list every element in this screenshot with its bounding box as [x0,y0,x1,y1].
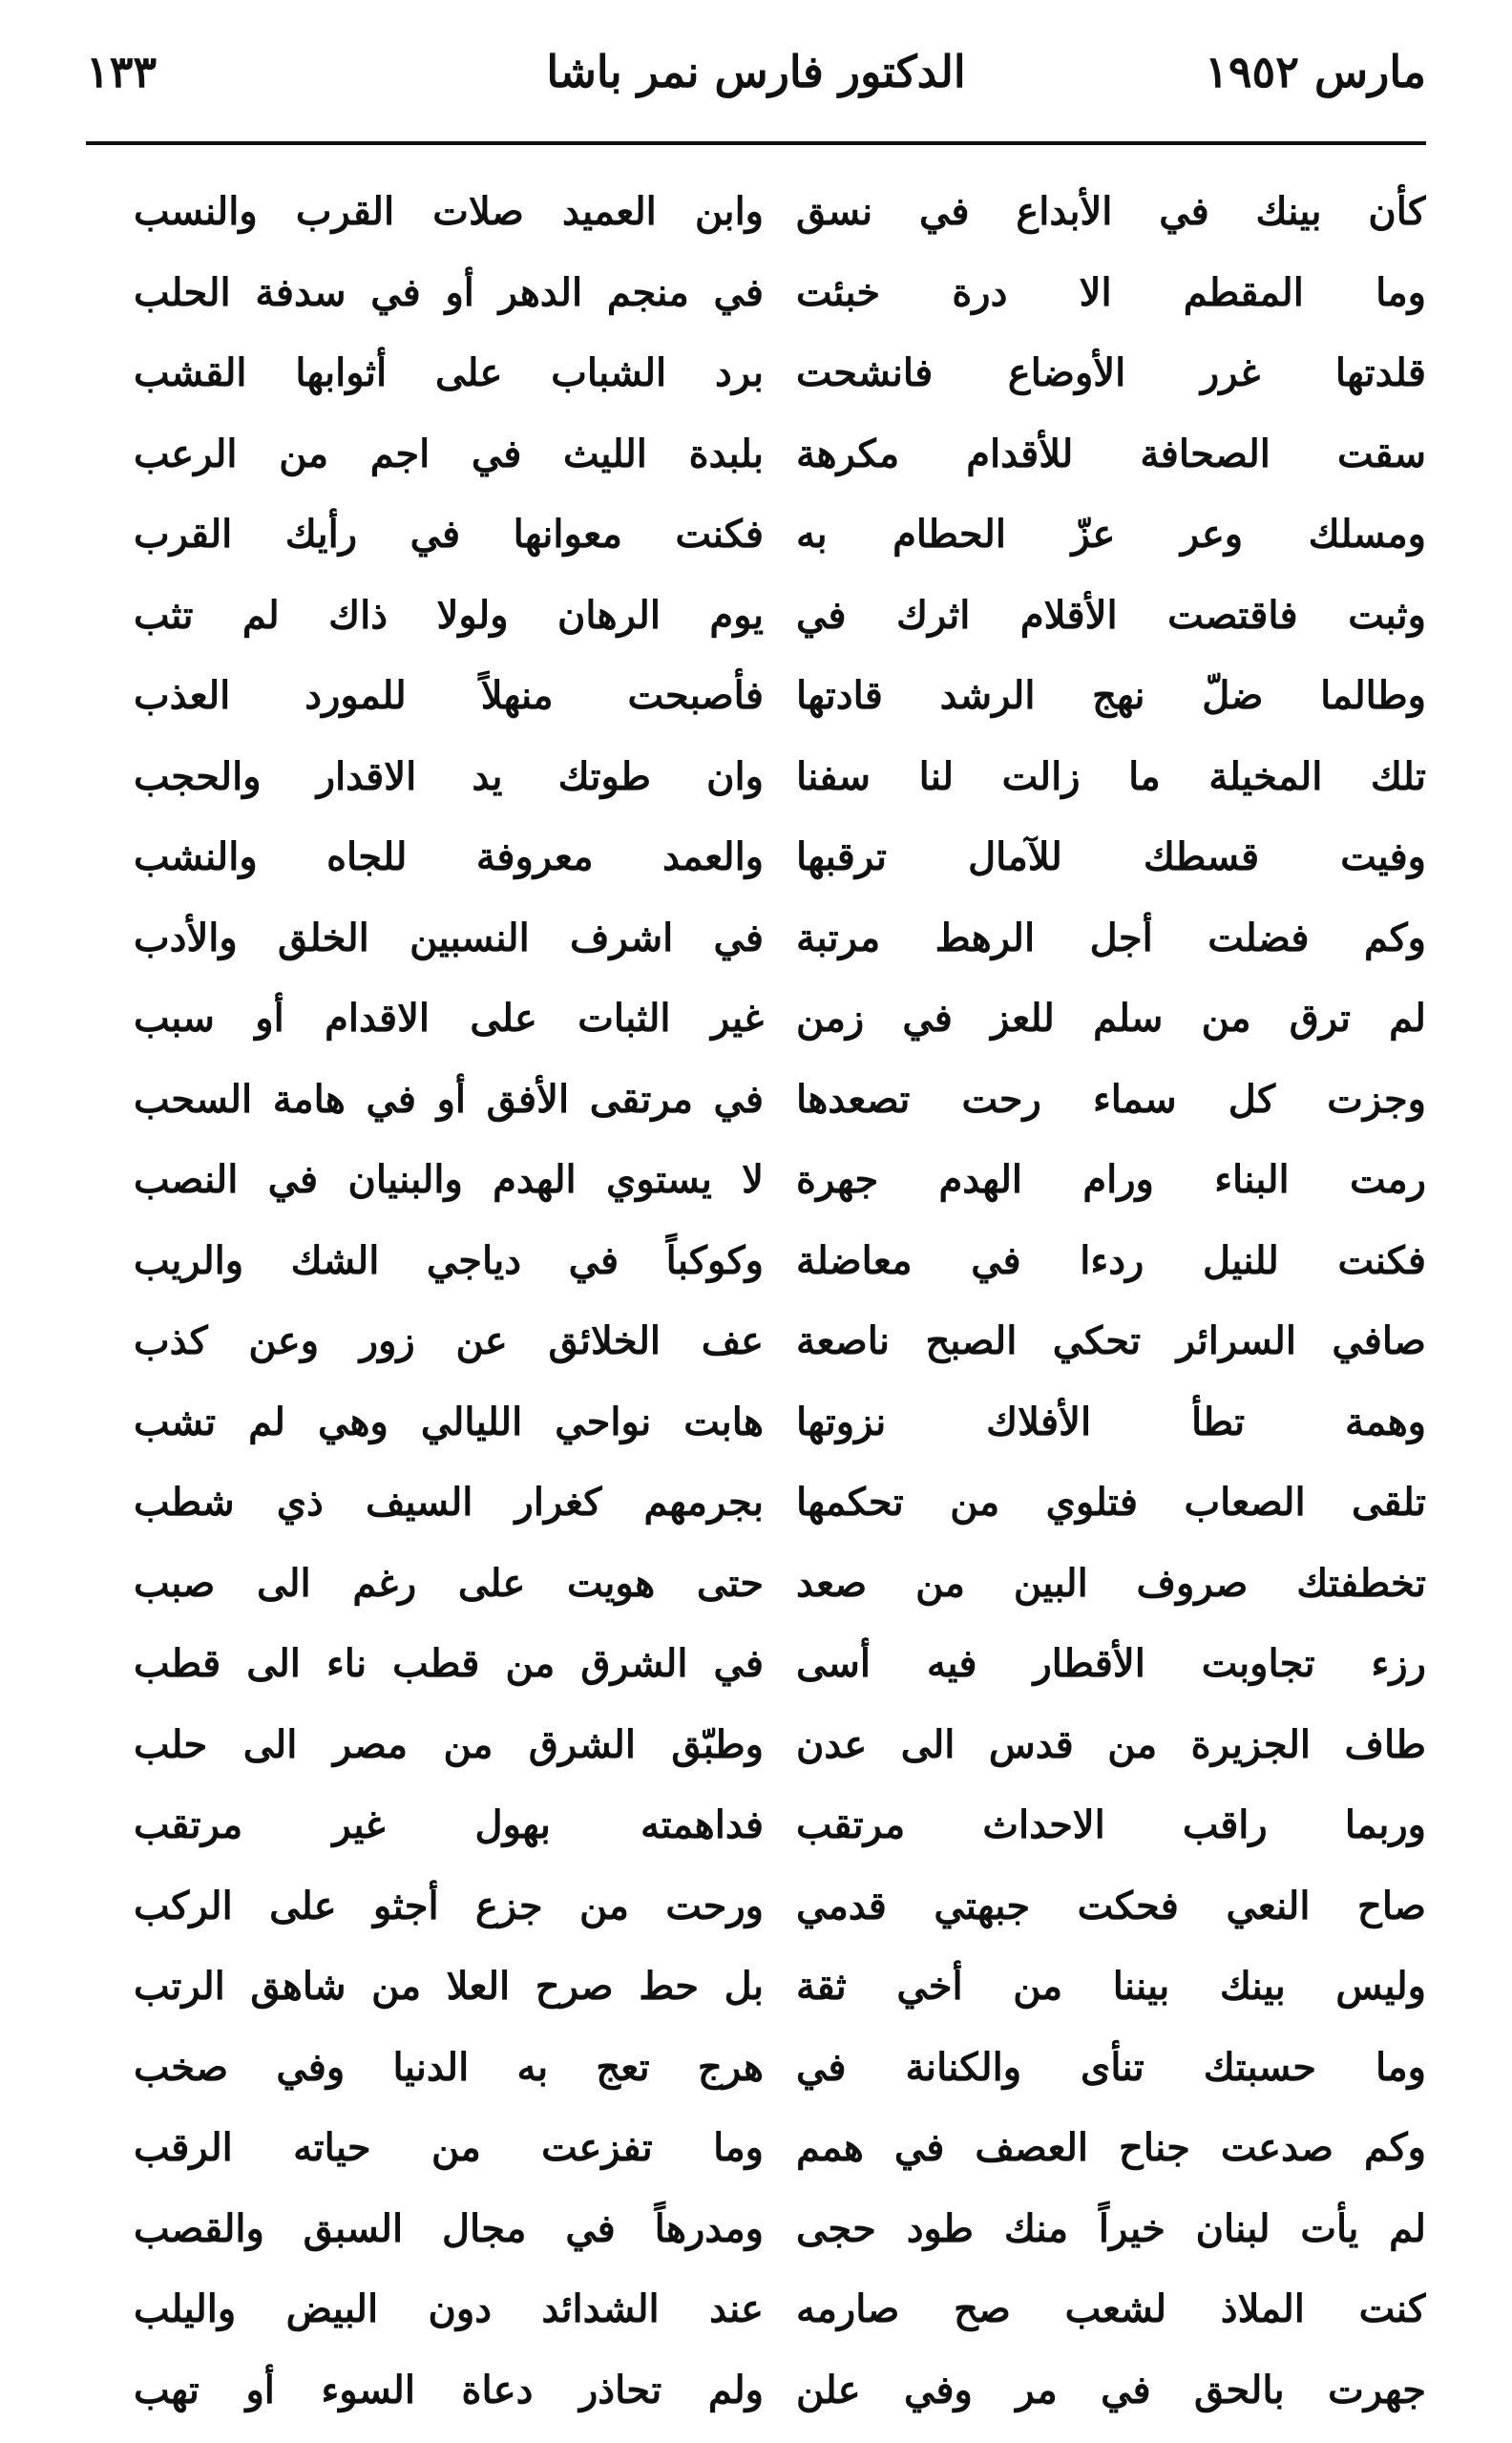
right-verse-line: وكم فضلت أجل الرهط مرتبة [796,915,1426,960]
header-page-number: ١٣٣ [86,46,158,97]
right-verse-line: وكم صدعت جناح العصف في همم [796,2125,1426,2170]
right-verse-line: رزء تجاوبت الأقطار فيه أسى [796,1641,1426,1686]
left-verse-line: بجرمهم كغرار السيف ذي شطب [134,1480,764,1525]
left-verse-line: فداهمته بهول غير مرتقب [134,1802,764,1847]
page-header [86,38,1426,105]
left-verse-line: في منجم الدهر أو في سدفة الحلب [134,269,764,315]
left-verse-line: بل حط صرح العلا من شاهق الرتب [134,1964,764,2009]
right-verse-line: وطالما ضلّ نهج الرشد قادتها [796,673,1426,718]
right-verse-line: ومسلك وعر عزّ الحطام به [796,512,1426,557]
left-verse-line: وابن العميد صلات القرب والنسب [134,189,764,234]
left-verse-line: في مرتقى الأفق أو في هامة السحب [134,1076,764,1122]
poem-column-left [134,172,764,2431]
right-verse-line: كأن بينك في الأبداع في نسق [796,189,1426,234]
right-verse-line: وما حسبتك تنأى والكنانة في [796,2044,1426,2090]
left-verse-line: برد الشباب على أثوابها القشب [134,350,764,395]
right-verse-line: وهمة تطأ الأفلاك نزوتها [796,1399,1426,1444]
left-verse-line: ورحت من جزع أجثو على الركب [134,1883,764,1928]
right-verse-line: تلك المخيلة ما زالت لنا سفنا [796,753,1426,799]
left-verse-line: هابت نواحي الليالي وهي لم تشب [134,1399,764,1444]
right-verse-line: سقت الصحافة للأقدام مكرهة [796,431,1426,476]
left-verse-line: ومدرهاً في مجال السبق والقصب [134,2205,764,2251]
right-verse-line: فكنت للنيل ردءا في معاضلة [796,1237,1426,1283]
left-verse-line: فكنت معوانها في رأيك القرب [134,512,764,557]
left-verse-line: يوم الرهان ولولا ذاك لم تثب [134,592,764,638]
right-verse-line: وليس بينك بيننا من أخي ثقة [796,1964,1426,2009]
right-verse-line: كنت الملاذ لشعب صح صارمه [796,2286,1426,2331]
right-verse-line: تلقى الصعاب فتلوي من تحكمها [796,1480,1426,1525]
right-verse-line: تخطفتك صروف البين من صعد [796,1560,1426,1606]
right-verse-line: لم ترق من سلم للعز في زمن [796,996,1426,1041]
right-verse-line: وما المقطم الا درة خبئت [796,269,1426,315]
left-verse-line: هرج تعج به الدنيا وفي صخب [134,2044,764,2090]
header-title: الدكتور فارس نمر باشا [546,46,966,97]
right-verse-line: وجزت كل سماء رحت تصعدها [796,1076,1426,1122]
poem-column-right [796,172,1426,2431]
left-verse-line: وكوكباً في دياجي الشك والريب [134,1237,764,1283]
right-verse-line: صاح النعي فحكت جبهتي قدمي [796,1883,1426,1928]
right-verse-line: صافي السرائر تحكي الصبح ناصعة [796,1318,1426,1363]
left-verse-line: ولم تحاذر دعاة السوء أو تهب [134,2367,764,2412]
left-verse-line: حتى هويت على رغم الى صبب [134,1560,764,1606]
header-date: مارس ١٩٥٢ [1205,46,1426,97]
header-divider [86,141,1426,145]
right-verse-line: قلدتها غرر الأوضاع فانشحت [796,350,1426,395]
left-verse-line: فأصبحت منهلاً للمورد العذب [134,673,764,718]
right-verse-line: لم يأت لبنان خيراً منك طود حجى [796,2205,1426,2251]
left-verse-line: وطبّق الشرق من مصر الى حلب [134,1721,764,1767]
left-verse-line: والعمد معروفة للجاه والنشب [134,834,764,879]
left-verse-line: وان طوتك يد الاقدار والحجب [134,753,764,799]
right-verse-line: وربما راقب الاحداث مرتقب [796,1802,1426,1847]
right-verse-line: جهرت بالحق في مر وفي علن [796,2367,1426,2412]
left-verse-line: غير الثبات على الاقدام أو سبب [134,996,764,1041]
left-verse-line: في اشرف النسبين الخلق والأدب [134,915,764,960]
right-verse-line: رمت البناء ورام الهدم جهرة [796,1157,1426,1202]
right-verse-line: وثبت فاقتصت الأقلام اثرك في [796,592,1426,638]
left-verse-line: عف الخلائق عن زور وعن كذب [134,1318,764,1363]
left-verse-line: وما تفزعت من حياته الرقب [134,2125,764,2170]
right-verse-line: وفيت قسطك للآمال ترقبها [796,834,1426,879]
left-verse-line: بلبدة الليث في اجم من الرعب [134,431,764,476]
right-verse-line: طاف الجزيرة من قدس الى عدن [796,1721,1426,1767]
left-verse-line: عند الشدائد دون البيض واليلب [134,2286,764,2331]
left-verse-line: لا يستوي الهدم والبنيان في النصب [134,1157,764,1202]
left-verse-line: في الشرق من قطب ناء الى قطب [134,1641,764,1686]
